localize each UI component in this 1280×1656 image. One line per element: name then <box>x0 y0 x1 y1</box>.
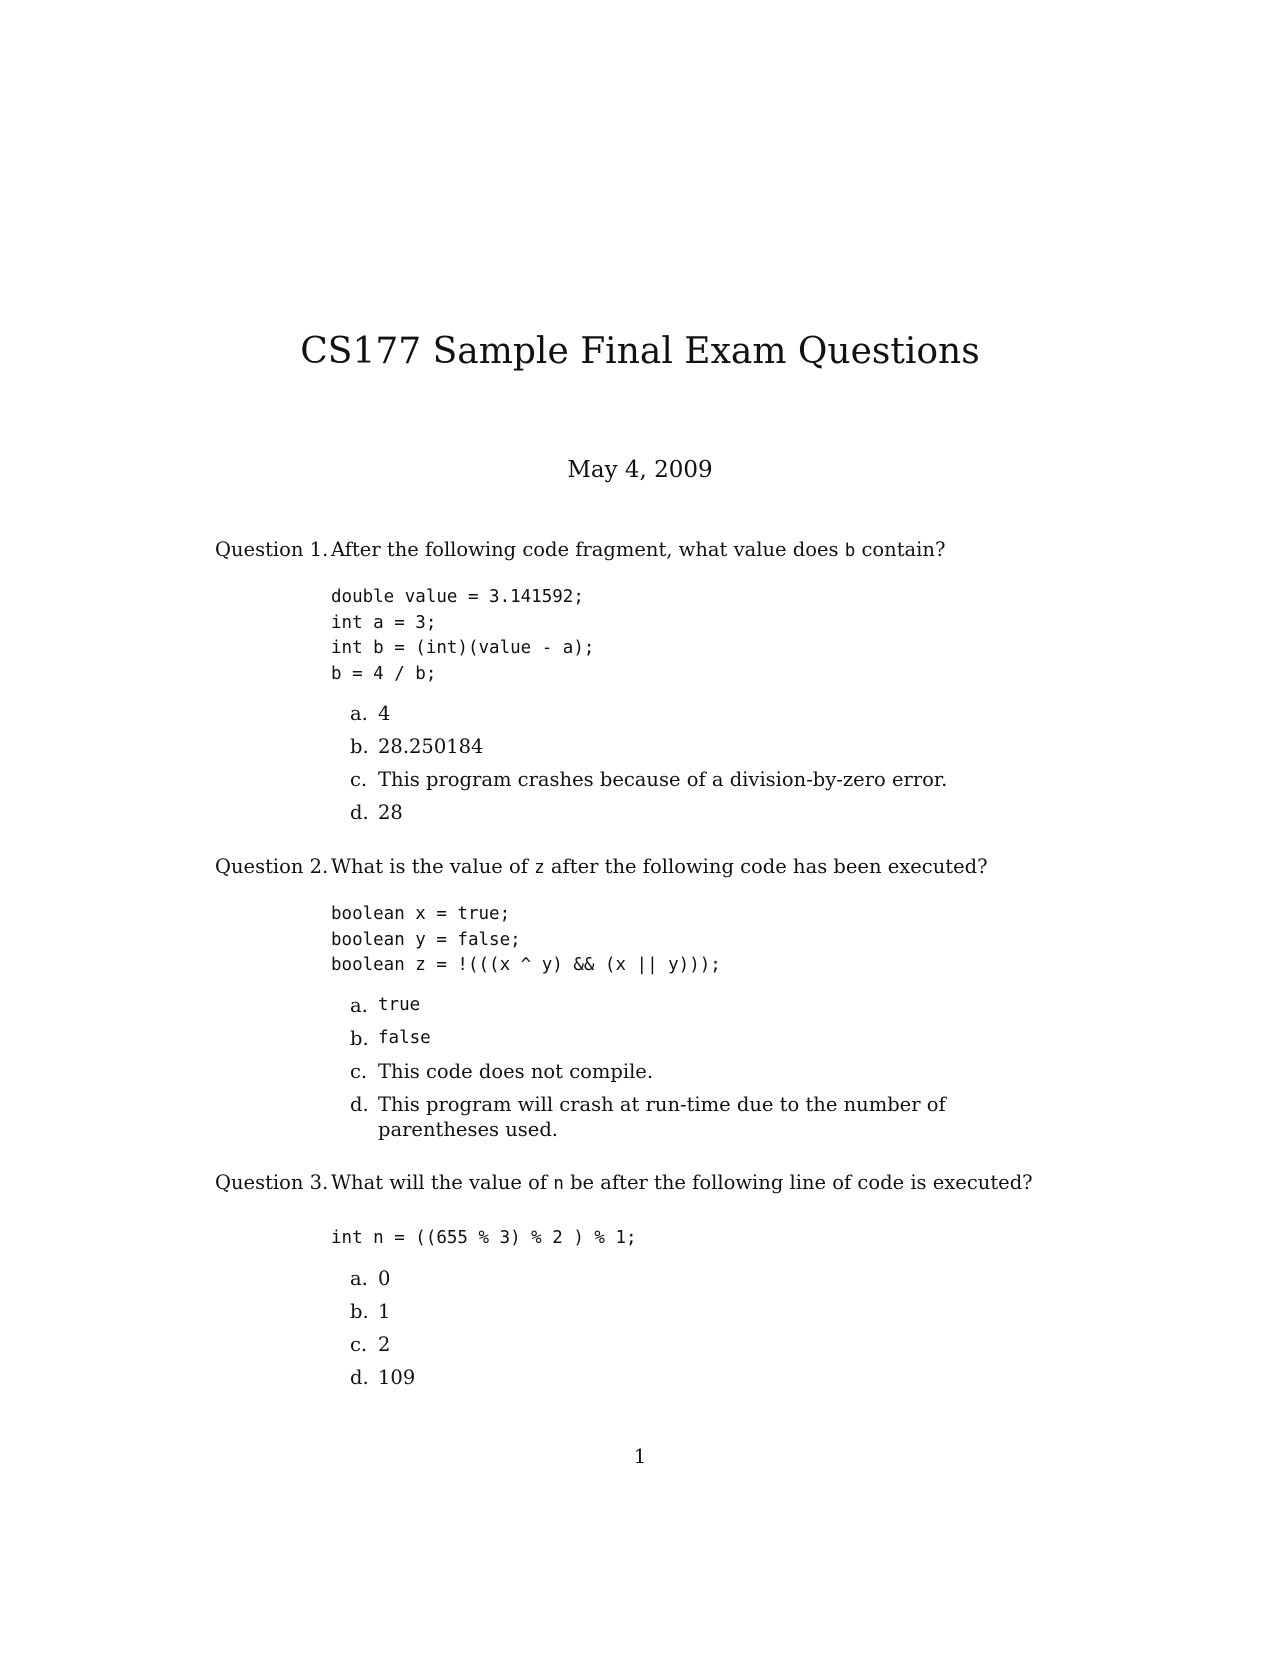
document-title: CS177 Sample Final Exam Questions <box>300 331 980 372</box>
question-prompt <box>215 853 1075 882</box>
option-letter: d. <box>350 801 369 824</box>
code-reference: n <box>553 1174 564 1194</box>
answer-options <box>350 993 1030 1142</box>
option-letter: a. <box>350 702 368 725</box>
option-letter: b. <box>350 1026 369 1050</box>
question-label: Question 3. <box>215 1171 329 1194</box>
question-2 <box>215 853 1075 1150</box>
code-line: int n = ((655 % 3) % 2 ) % 1; <box>331 1228 637 1248</box>
option-text: true <box>378 994 421 1015</box>
answer-option-a <box>350 993 1030 1018</box>
option-text: 109 <box>378 1365 416 1389</box>
question-text <box>331 536 1075 565</box>
option-text: This code does not compile. <box>378 1059 654 1083</box>
code-block <box>331 1226 1075 1252</box>
answer-option-c <box>350 1059 1030 1084</box>
question-1 <box>215 536 1075 833</box>
question-text-before: What is the value of <box>331 855 535 878</box>
question-label: Question 2. <box>215 855 329 878</box>
option-letter: c. <box>350 1332 368 1356</box>
option-text: 28.250184 <box>378 735 484 758</box>
option-text: This program crashes because of a division-by-zero error. <box>378 768 948 791</box>
code-line: boolean z = !(((x ^ y) && (x || y))); <box>331 955 721 975</box>
answer-option-d <box>350 800 1030 825</box>
option-letter: c. <box>350 1059 368 1083</box>
option-letter: d. <box>350 1365 369 1389</box>
answer-option-b <box>350 1026 1030 1051</box>
answer-options <box>350 701 1030 825</box>
option-letter: d. <box>350 1092 369 1116</box>
answer-options <box>350 1266 1030 1390</box>
code-reference: z <box>534 858 545 878</box>
question-text <box>331 1169 1075 1198</box>
answer-option-b <box>350 1299 1030 1324</box>
question-text-after: after the following code has been executed? <box>544 855 988 878</box>
option-letter: b. <box>350 735 369 758</box>
answer-option-d <box>350 1365 1030 1390</box>
page-number: 1 <box>633 1445 647 1468</box>
option-letter: a. <box>350 1266 368 1290</box>
option-text: 0 <box>378 1266 391 1290</box>
option-text: 1 <box>378 1299 391 1323</box>
code-line: double value = 3.141592; <box>331 587 584 607</box>
code-line: int a = 3; <box>331 612 437 633</box>
question-prompt <box>215 1169 1075 1198</box>
option-text: false <box>378 1027 431 1048</box>
answer-option-c <box>350 1332 1030 1357</box>
code-reference: b <box>844 541 856 561</box>
question-text-after: be after the following line of code is executed? <box>563 1171 1033 1194</box>
document-date: May 4, 2009 <box>567 457 713 483</box>
question-3 <box>215 1169 1075 1398</box>
question-text-before: After the following code fragment, what value does <box>331 538 845 561</box>
option-letter: a. <box>350 993 368 1017</box>
option-letter: c. <box>350 768 368 791</box>
question-text-before: What will the value of <box>331 1171 554 1194</box>
question-prompt <box>215 536 1075 565</box>
answer-option-c <box>350 767 1030 792</box>
option-text: 2 <box>378 1332 391 1356</box>
option-text: 28 <box>378 801 403 824</box>
question-text <box>331 853 1075 882</box>
answer-option-a <box>350 701 1030 726</box>
answer-option-b <box>350 734 1030 759</box>
code-line: b = 4 / b; <box>331 663 437 684</box>
code-block <box>331 902 1075 979</box>
question-label: Question 1. <box>215 538 329 561</box>
option-letter: b. <box>350 1299 369 1323</box>
option-text: This program will crash at run-time due to the number of parentheses used. <box>378 1092 946 1141</box>
question-text-after: contain? <box>855 538 946 561</box>
code-line: boolean y = false; <box>331 929 521 950</box>
code-line: boolean x = true; <box>331 904 511 924</box>
code-line: int b = (int)(value - a); <box>331 638 595 658</box>
answer-option-a <box>350 1266 1030 1291</box>
code-block <box>331 585 1075 687</box>
answer-option-d <box>350 1092 1030 1142</box>
option-text: 4 <box>378 702 391 725</box>
